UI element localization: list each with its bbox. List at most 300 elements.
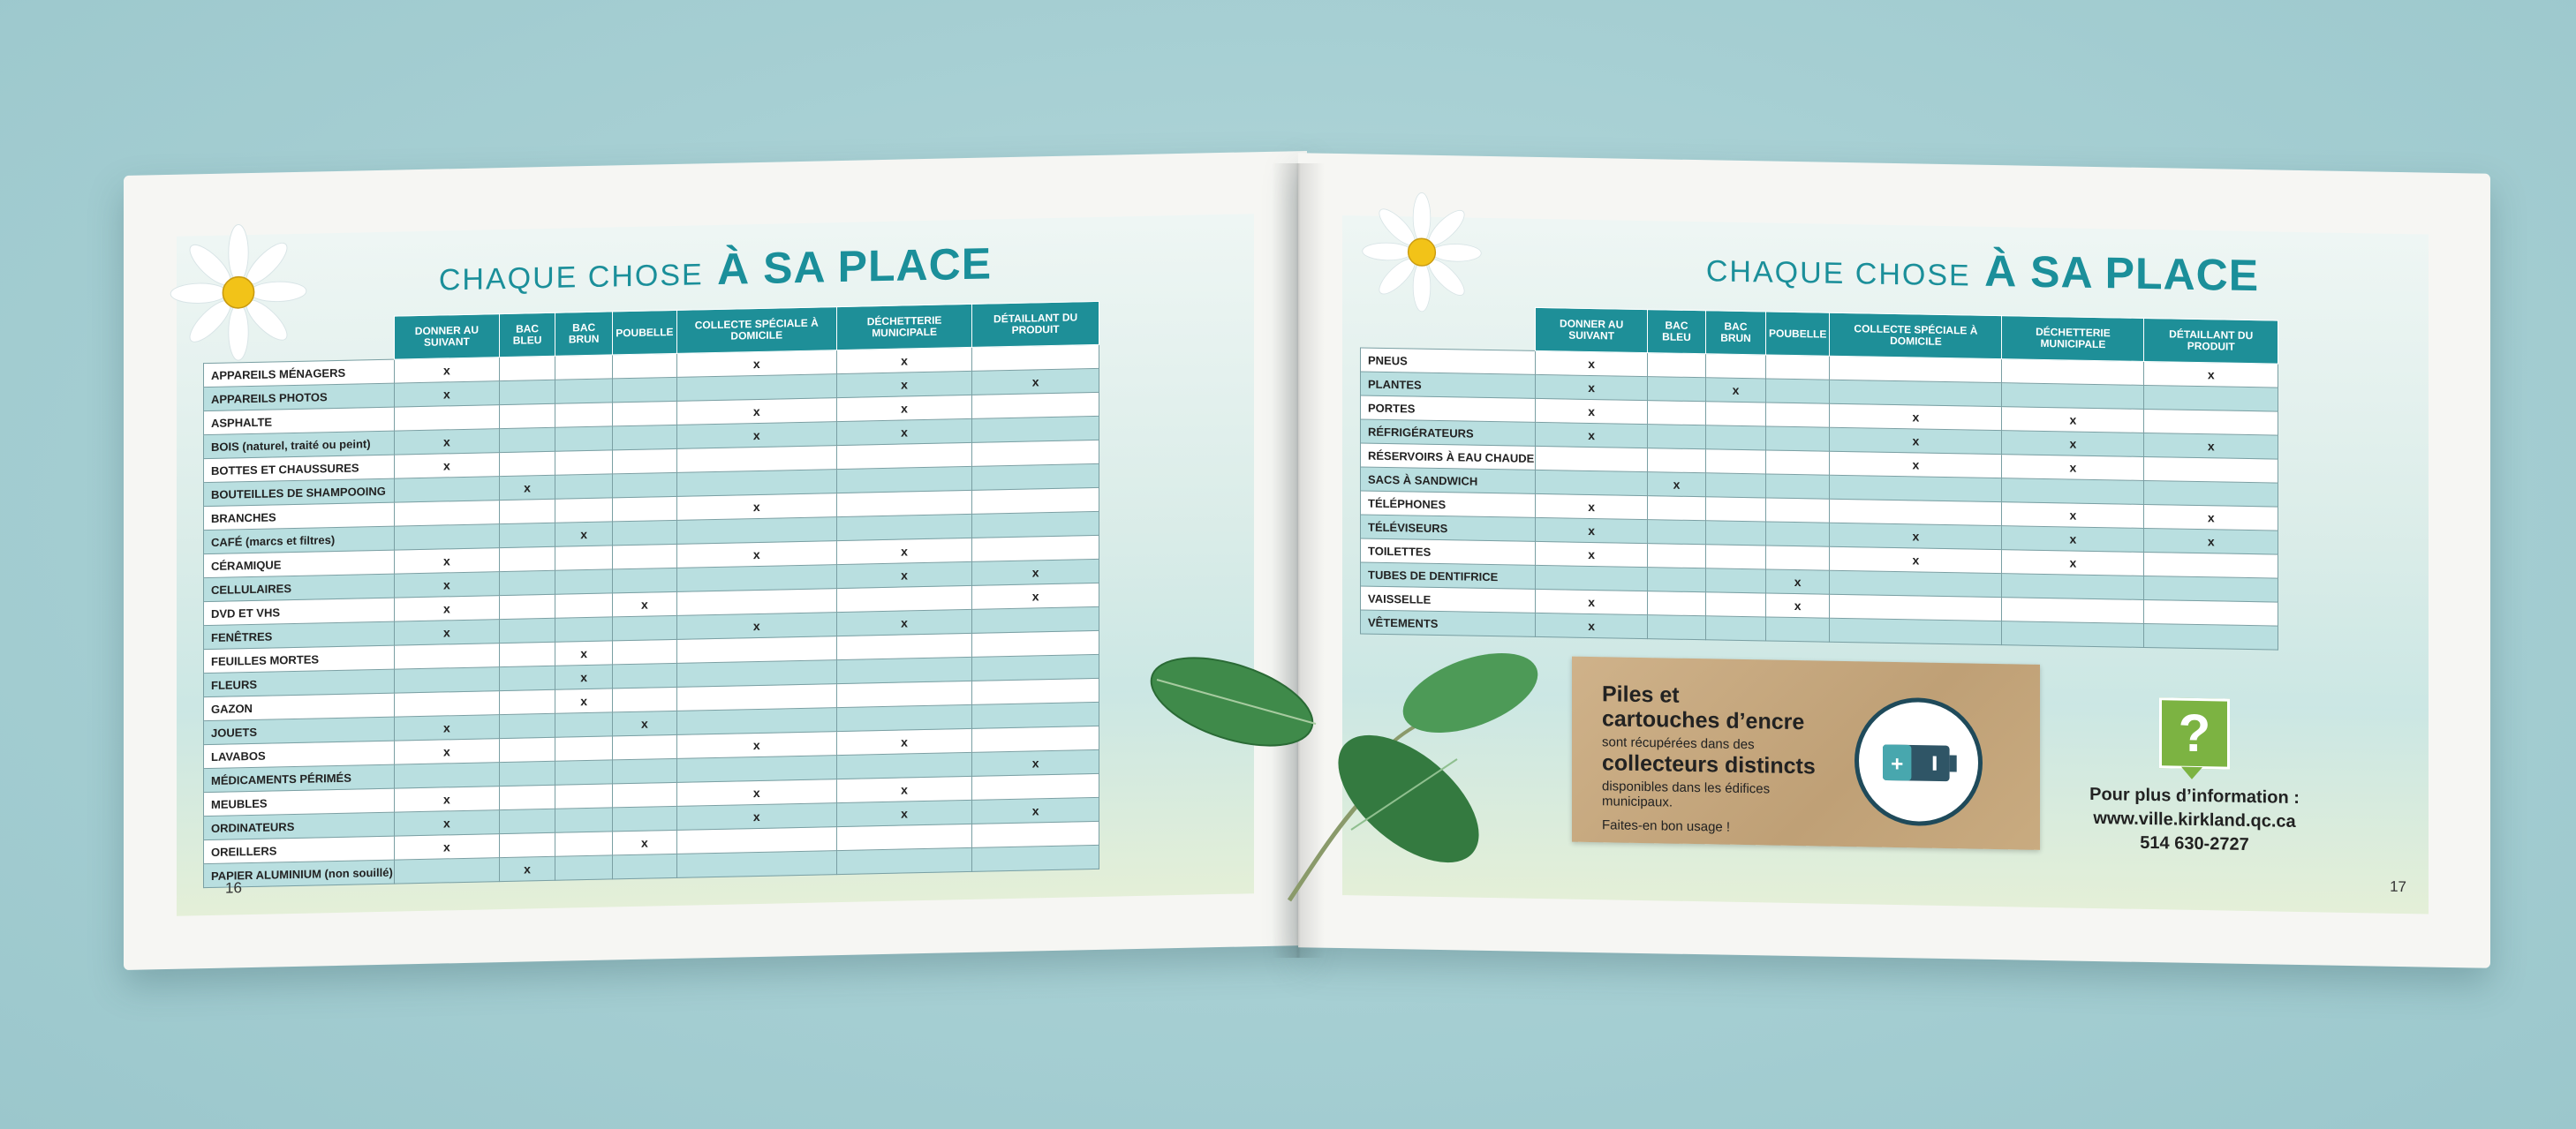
table-cell <box>613 639 676 665</box>
column-header: DÉTAILLANT DU PRODUIT <box>972 301 1099 347</box>
table-cell <box>555 498 613 523</box>
table-cell <box>555 784 613 809</box>
table-cell: x <box>394 453 499 478</box>
table-cell <box>613 472 676 498</box>
table-cell: x <box>972 583 1099 609</box>
table-cell <box>676 589 836 616</box>
table-cell <box>836 490 971 516</box>
table-cell <box>1536 565 1648 591</box>
table-cell <box>1766 355 1830 380</box>
table-cell: x <box>676 493 836 521</box>
table-cell: x <box>394 596 499 621</box>
table-cell <box>1830 499 2002 525</box>
table-cell: x <box>972 797 1099 824</box>
title-bold: À SA PLACE <box>717 238 993 294</box>
table-cell <box>1648 401 1706 425</box>
table-cell <box>972 726 1099 752</box>
table-cell <box>1648 544 1706 568</box>
table-cell <box>676 684 836 711</box>
table-cell: x <box>2144 361 2278 388</box>
table-cell <box>836 585 971 612</box>
table-cell <box>1706 402 1766 426</box>
table-cell <box>500 761 555 786</box>
column-header: BAC BRUN <box>555 312 613 356</box>
table-cell: x <box>1830 427 2002 454</box>
table-cell <box>2144 456 2278 483</box>
table-cell <box>1648 448 1706 473</box>
row-label: APPAREILS PHOTOS <box>204 383 395 411</box>
table-cell <box>972 511 1099 538</box>
table-cell: x <box>500 475 555 500</box>
table-cell <box>1706 425 1766 450</box>
table-cell <box>1648 615 1706 640</box>
table-cell: x <box>1830 546 2002 573</box>
contact-heading: Pour plus d’information : <box>2089 784 2300 809</box>
table-cell <box>500 403 555 428</box>
table-cell <box>972 416 1099 442</box>
row-label: RÉFRIGÉRATEURS <box>1361 419 1536 446</box>
table-cell <box>1536 446 1648 471</box>
table-cell <box>1766 546 1830 570</box>
column-header: DÉCHETTERIE MUNICIPALE <box>836 304 971 350</box>
table-cell <box>500 427 555 452</box>
table-cell <box>500 713 555 738</box>
table-cell <box>1830 380 2002 406</box>
table-cell <box>1766 450 1830 475</box>
row-label: VÊTEMENTS <box>1361 610 1536 636</box>
table-cell <box>972 344 1099 371</box>
sorting-table-left <box>203 301 1099 888</box>
table-cell: x <box>676 613 836 640</box>
table-cell <box>500 785 555 809</box>
table-cell: x <box>972 368 1099 395</box>
table-cell: x <box>1536 398 1648 424</box>
table-cell <box>555 426 613 451</box>
table-cell <box>972 535 1099 561</box>
table-cell <box>2144 385 2278 411</box>
table-cell <box>500 451 555 476</box>
column-header: BAC BLEU <box>500 312 555 357</box>
header-blank <box>1361 305 1536 350</box>
table-cell: x <box>2002 455 2144 481</box>
table-cell: x <box>394 834 499 860</box>
column-header: COLLECTE SPÉCIALE À DOMICILE <box>676 307 836 354</box>
table-cell <box>1648 591 1706 616</box>
table-cell <box>972 487 1099 514</box>
table-cell <box>1706 545 1766 569</box>
table-cell <box>613 734 676 760</box>
table-cell: x <box>2002 550 2144 576</box>
table-cell <box>555 569 613 594</box>
table-cell: x <box>836 609 971 636</box>
row-label: PNEUS <box>1361 348 1536 374</box>
table-cell <box>394 501 499 526</box>
table-cell <box>836 681 971 707</box>
table-cell <box>836 514 971 540</box>
table-cell <box>2144 409 2278 435</box>
title-thin: CHAQUE CHOSE <box>1705 254 1971 293</box>
table-cell <box>555 832 613 856</box>
left-page <box>124 151 1307 970</box>
table-cell <box>613 353 676 379</box>
table-cell <box>836 704 971 731</box>
table-cell: x <box>394 620 499 645</box>
table-cell <box>613 401 676 426</box>
table-cell <box>500 356 555 380</box>
table-cell: x <box>555 522 613 546</box>
table-cell <box>613 544 676 569</box>
table-cell <box>613 806 676 832</box>
table-cell: x <box>836 800 971 826</box>
table-cell: x <box>836 418 971 445</box>
table-cell <box>394 691 499 717</box>
table-cell: x <box>836 561 971 588</box>
row-label: LAVABOS <box>204 741 395 769</box>
table-cell <box>972 606 1099 633</box>
table-cell <box>613 520 676 546</box>
table-cell <box>555 593 613 618</box>
table-cell <box>500 689 555 714</box>
table-cell <box>1830 356 2002 382</box>
table-cell: x <box>394 739 499 764</box>
table-cell <box>2002 478 2144 505</box>
battery-info-box <box>1572 657 2040 850</box>
table-cell: x <box>2144 433 2278 459</box>
table-cell: x <box>972 749 1099 776</box>
row-label: TUBES DE DENTIFRICE <box>1361 562 1536 589</box>
column-header: DÉCHETTERIE MUNICIPALE <box>2002 316 2144 362</box>
table-cell: x <box>394 810 499 836</box>
table-cell: x <box>676 350 836 378</box>
table-cell <box>1830 570 2002 597</box>
table-cell <box>613 568 676 593</box>
contact-info <box>2066 782 2323 858</box>
table-cell: x <box>2144 504 2278 531</box>
column-header: DÉTAILLANT DU PRODUIT <box>2144 318 2278 364</box>
table-cell: x <box>613 591 676 617</box>
table-cell <box>613 615 676 641</box>
table-cell <box>2144 623 2278 650</box>
table-cell <box>1706 354 1766 379</box>
table-cell <box>676 851 836 878</box>
table-cell <box>500 594 555 619</box>
row-label: MÉDICAMENTS PÉRIMÉS <box>204 764 395 793</box>
table-cell: x <box>1706 378 1766 403</box>
table-cell: x <box>2002 431 2144 457</box>
table-cell: x <box>555 641 613 666</box>
row-label: BRANCHES <box>204 502 395 531</box>
table-cell: x <box>836 776 971 802</box>
table-cell: x <box>1536 350 1648 376</box>
table-cell <box>2144 552 2278 578</box>
table-cell <box>500 546 555 571</box>
info-line2: cartouches d’encre <box>1602 706 1805 735</box>
table-cell <box>676 636 836 664</box>
table-cell <box>613 758 676 784</box>
table-cell <box>555 546 613 570</box>
table-cell <box>1830 594 2002 621</box>
table-cell <box>555 855 613 880</box>
table-cell <box>836 657 971 683</box>
table-cell: x <box>1830 403 2002 430</box>
table-cell: x <box>836 371 971 397</box>
table-cell: x <box>2002 407 2144 433</box>
table-cell: x <box>972 559 1099 585</box>
table-cell: x <box>613 711 676 736</box>
table-cell: x <box>394 429 499 455</box>
table-cell <box>613 425 676 450</box>
table-cell <box>972 654 1099 681</box>
table-cell <box>555 712 613 737</box>
table-cell: x <box>676 422 836 449</box>
table-cell <box>500 809 555 833</box>
table-cell <box>836 824 971 850</box>
question-icon-tail <box>2181 767 2202 779</box>
table-cell <box>1648 353 1706 378</box>
title-thin: CHAQUE CHOSE <box>438 258 704 297</box>
sorting-table-right <box>1360 304 2278 650</box>
info-title <box>1602 681 1804 734</box>
row-label: OREILLERS <box>204 836 395 864</box>
column-header: DONNER AU SUIVANT <box>1536 307 1648 352</box>
table-cell <box>1706 592 1766 617</box>
table-cell <box>972 702 1099 728</box>
table-cell: x <box>1536 517 1648 543</box>
table-cell: x <box>500 856 555 881</box>
table-cell <box>555 450 613 475</box>
table-cell <box>972 845 1099 871</box>
table-cell <box>1648 496 1706 521</box>
row-label: PLANTES <box>1361 372 1536 398</box>
table-cell: x <box>613 830 676 855</box>
table-cell: x <box>394 358 499 383</box>
table-cell: x <box>676 803 836 831</box>
table-cell: x <box>836 395 971 421</box>
row-label: ORDINATEURS <box>204 812 395 840</box>
battery-icon <box>1859 701 1978 822</box>
contact-website[interactable]: www.ville.kirkland.qc.ca <box>2093 808 2296 832</box>
table-cell <box>676 470 836 497</box>
table-cell: x <box>1766 569 1830 594</box>
table-cell <box>500 642 555 666</box>
table-cell <box>676 565 836 592</box>
table-cell: x <box>836 538 971 564</box>
table-cell: x <box>676 779 836 807</box>
table-cell: x <box>1536 541 1648 567</box>
table-cell <box>500 737 555 762</box>
row-label: PAPIER ALUMINIUM (non souillé) <box>204 860 395 888</box>
row-label: BOUTEILLES DE SHAMPOOING <box>204 478 395 507</box>
table-cell <box>2002 574 2144 600</box>
battery-badge <box>1855 696 1983 827</box>
page-number: 17 <box>2390 877 2406 896</box>
table-cell: x <box>2144 528 2278 554</box>
row-label: GAZON <box>204 693 395 721</box>
header-blank <box>204 316 395 364</box>
table-cell <box>972 440 1099 466</box>
table-cell <box>676 827 836 854</box>
table-cell <box>555 760 613 785</box>
table-cell: x <box>2002 526 2144 553</box>
table-cell: x <box>1648 472 1706 497</box>
table-cell <box>500 570 555 595</box>
row-label: TOILETTES <box>1361 538 1536 565</box>
table-cell <box>676 517 836 545</box>
table-cell <box>1706 521 1766 546</box>
column-header: POUBELLE <box>1766 312 1830 356</box>
row-label: BOTTES ET CHAUSSURES <box>204 455 395 483</box>
info-line6: Faites-en bon usage ! <box>1602 817 1731 835</box>
contact-phone: 514 630-2727 <box>2140 832 2249 855</box>
table-cell: x <box>676 541 836 568</box>
table-cell: x <box>1536 589 1648 614</box>
row-label: ASPHALTE <box>204 407 395 435</box>
table-cell: x <box>394 715 499 741</box>
table-cell: x <box>394 381 499 407</box>
table-cell <box>1766 426 1830 451</box>
table-cell <box>972 392 1099 418</box>
leaves-icon <box>1148 644 1590 909</box>
table-cell: x <box>394 787 499 812</box>
table-cell: x <box>1830 523 2002 549</box>
table-cell <box>972 773 1099 800</box>
table-cell: x <box>1766 593 1830 618</box>
table-cell <box>972 463 1099 490</box>
row-label: DVD ET VHS <box>204 598 395 626</box>
table-cell: x <box>1536 613 1648 638</box>
table-cell: x <box>836 728 971 755</box>
table-cell: x <box>555 689 613 713</box>
table-cell <box>1766 617 1830 642</box>
table-cell <box>1766 379 1830 403</box>
table-cell <box>1706 568 1766 593</box>
table-cell <box>500 380 555 404</box>
table-cell <box>1706 449 1766 474</box>
table-cell <box>1536 470 1648 495</box>
table-cell <box>555 617 613 642</box>
table-cell <box>1766 498 1830 523</box>
table-cell <box>555 403 613 427</box>
table-cell <box>394 524 499 550</box>
table-cell <box>2002 598 2144 624</box>
table-cell <box>613 782 676 808</box>
table-cell <box>1706 497 1766 522</box>
column-header: COLLECTE SPÉCIALE À DOMICILE <box>1830 312 2002 358</box>
table-cell: x <box>394 548 499 574</box>
table-cell <box>836 633 971 659</box>
table-cell: x <box>1830 451 2002 478</box>
table-cell: x <box>676 732 836 759</box>
table-cell <box>972 821 1099 847</box>
table-cell <box>1706 473 1766 498</box>
table-cell: x <box>555 665 613 689</box>
table-cell <box>676 374 836 402</box>
table-cell <box>1766 403 1830 427</box>
table-cell <box>836 752 971 779</box>
row-label: TÉLÉPHONES <box>1361 491 1536 517</box>
table-cell <box>1648 568 1706 592</box>
row-label: BOIS (naturel, traité ou peint) <box>204 431 395 459</box>
table-cell <box>676 756 836 783</box>
table-cell <box>972 678 1099 704</box>
table-cell <box>555 736 613 761</box>
table-cell <box>1648 520 1706 545</box>
page-number: 16 <box>225 879 242 897</box>
row-label: APPAREILS MÉNAGERS <box>204 359 395 388</box>
info-line5: disponibles dans les édifices municipaux. <box>1602 779 1771 810</box>
table-cell: x <box>836 347 971 373</box>
table-cell <box>1648 377 1706 402</box>
table-cell <box>394 405 499 431</box>
row-label: FLEURS <box>204 669 395 697</box>
table-cell <box>500 666 555 690</box>
table-cell <box>1766 522 1830 546</box>
table-cell <box>555 808 613 832</box>
row-label: CELLULAIRES <box>204 574 395 602</box>
table-cell <box>676 660 836 688</box>
table-cell <box>394 667 499 693</box>
table-cell <box>500 832 555 857</box>
question-icon: ? <box>2159 697 2230 769</box>
table-cell <box>555 474 613 499</box>
row-label: SACS À SANDWICH <box>1361 467 1536 493</box>
table-cell <box>2144 599 2278 626</box>
table-cell <box>394 477 499 502</box>
column-header: POUBELLE <box>613 310 676 355</box>
row-label: CÉRAMIQUE <box>204 550 395 578</box>
table-cell <box>613 687 676 712</box>
table-cell <box>394 644 499 669</box>
table-cell <box>613 377 676 403</box>
table-cell <box>1766 474 1830 499</box>
row-label: FEUILLES MORTES <box>204 645 395 674</box>
table-cell: x <box>1536 422 1648 448</box>
table-cell <box>555 355 613 380</box>
table-cell: x <box>1536 374 1648 400</box>
table-cell <box>1830 618 2002 644</box>
column-header: BAC BLEU <box>1648 310 1706 354</box>
table-cell <box>2144 480 2278 507</box>
table-cell <box>500 523 555 547</box>
table-cell <box>2144 576 2278 602</box>
row-label: MEUBLES <box>204 788 395 817</box>
table-cell: x <box>1536 493 1648 519</box>
row-label: FENÊTRES <box>204 621 395 650</box>
table-cell <box>2002 621 2144 648</box>
row-label: RÉSERVOIRS À EAU CHAUDE <box>1361 443 1536 470</box>
table-cell <box>394 763 499 788</box>
table-cell <box>676 708 836 735</box>
daisy-icon <box>1360 189 1484 314</box>
row-label: TÉLÉVISEURS <box>1361 515 1536 541</box>
table-cell: x <box>676 398 836 425</box>
title-bold: À SA PLACE <box>1984 245 2260 301</box>
table-cell <box>500 499 555 523</box>
info-line1: Piles et <box>1602 681 1680 708</box>
table-cell <box>613 496 676 522</box>
table-cell <box>613 663 676 689</box>
info-line3: sont récupérées dans des <box>1602 734 1755 753</box>
table-cell <box>1648 425 1706 449</box>
row-label: CAFÉ (marcs et filtres) <box>204 526 395 554</box>
table-cell <box>1706 616 1766 641</box>
table-cell <box>2002 383 2144 410</box>
table-cell <box>676 446 836 473</box>
table-cell <box>836 442 971 469</box>
table-cell <box>394 858 499 884</box>
table-cell <box>613 854 676 879</box>
table-cell <box>836 466 971 493</box>
